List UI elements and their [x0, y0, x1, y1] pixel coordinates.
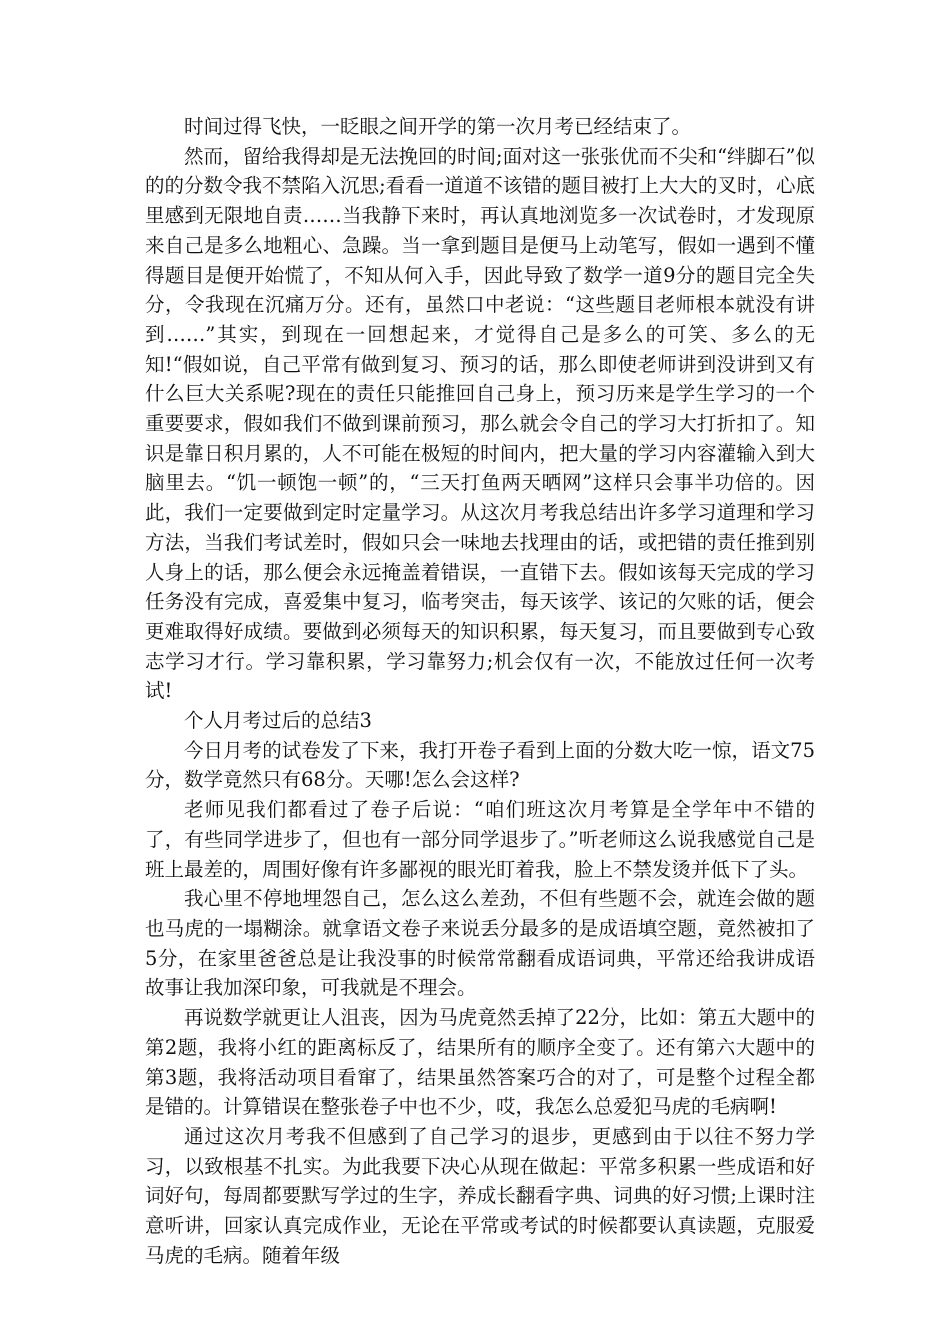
paragraph-scores: 今日月考的试卷发了下来，我打开卷子看到上面的分数大吃一惊，语文75分，数学竟然只有68分。天哪!怎么会这样?	[145, 738, 815, 792]
document-body	[145, 112, 815, 1270]
paragraph-intro: 时间过得飞快，一眨眼之间开学的第一次月考已经结束了。	[184, 115, 692, 138]
paragraph-reflection: 然而，留给我得却是无法挽回的时间;面对这一张张优而不尖和“绊脚石”似的的分数令我不禁陷入沉思;看看一道道不该错的题目被打上大大的叉时，心底里感到无限地自责……当我静下来时，再认真地浏览多一次试卷时，才发现原来自己是多么地粗心、急躁。当一拿到题目是便马上动笔写，假如一遇到不懂得题目是便开始慌了，不知从何入手，因此导致了数学一道9分的题目完全失分，令我现在沉痛万分。还有，虽然口中老说：“这些题目老师根本就没有讲到……”其实，到现在一回想起来，才觉得自己是多么的可笑、多么的无知!“假如说，自己平常有做到复习、预习的话，那么即使老师讲到没讲到又有什么巨大关系呢?现在的责任只能推回自己身上，预习历来是学生学习的一个重要要求，假如我们不做到课前预习，那么就会令自己的学习大打折扣了。知识是靠日积月累的，人不可能在极短的时间内，把大量的学习内容灌输入到大脑里去。“饥一顿饱一顿”的，“三天打鱼两天晒网”这样只会事半功倍的。因此，我们一定要做到定时定量学习。从这次月考我总结出许多学习道理和学习方法，当我们考试差时，假如只会一味地去找理由的话，或把错的责任推到别人身上的话，那么便会永远掩盖着错误，一直错下去。假如该每天完成的学习任务没有完成，喜爱集中复习，临考突击，每天该学、该记的欠账的话，便会更难取得好成绩。要做到必须每天的知识积累，每天复习，而且要做到专心致志学习才行。学习靠积累，学习靠努力;机会仅有一次，不能放过任何一次考试!	[145, 144, 816, 703]
paragraph-teacher: 老师见我们都看过了卷子后说：“咱们班这次月考算是全学年中不错的了，有些同学进步了，但也有一部分同学退步了。”听老师这么说我感觉自己是班上最差的，周围好像有许多鄙视的眼光盯着我，脸上不禁发烫并低下了头。	[145, 798, 815, 881]
paragraph-math: 再说数学就更让人沮丧，因为马虎竟然丢掉了22分，比如：第五大题中的第2题，我将小红的距离标反了，结果所有的顺序全变了。还有第六大题中的第3题，我将活动项目看窜了，结果虽然答案巧合的对了，可是整个过程全都是错的。计算错误在整张卷子中也不少，哎，我怎么总爱犯马虎的毛病啊!	[145, 1006, 815, 1119]
paragraph-resolution: 通过这次月考我不但感到了自己学习的退步，更感到由于以往不努力学习，以致根基不扎实。为此我要下决心从现在做起：平常多积累一些成语和好词好句，每周都要默写学过的生字，养成长翻看字典、词典的好习惯;上课时注意听讲，回家认真完成作业，无论在平常或考试的时候都要认真读题，克服爱马虎的毛病。随着年级	[145, 1124, 815, 1267]
paragraph-chinese: 我心里不停地埋怨自己，怎么这么差劲，不但有些题不会，就连会做的题也马虎的一塌糊涂。就拿语文卷子来说丢分最多的是成语填空题，竟然被扣了5分，在家里爸爸总是让我没事的时候常常翻看成语词典，平常还给我讲成语故事让我加深印象，可我就是不理会。	[145, 887, 815, 1000]
section-heading: 个人月考过后的总结3	[184, 709, 372, 733]
